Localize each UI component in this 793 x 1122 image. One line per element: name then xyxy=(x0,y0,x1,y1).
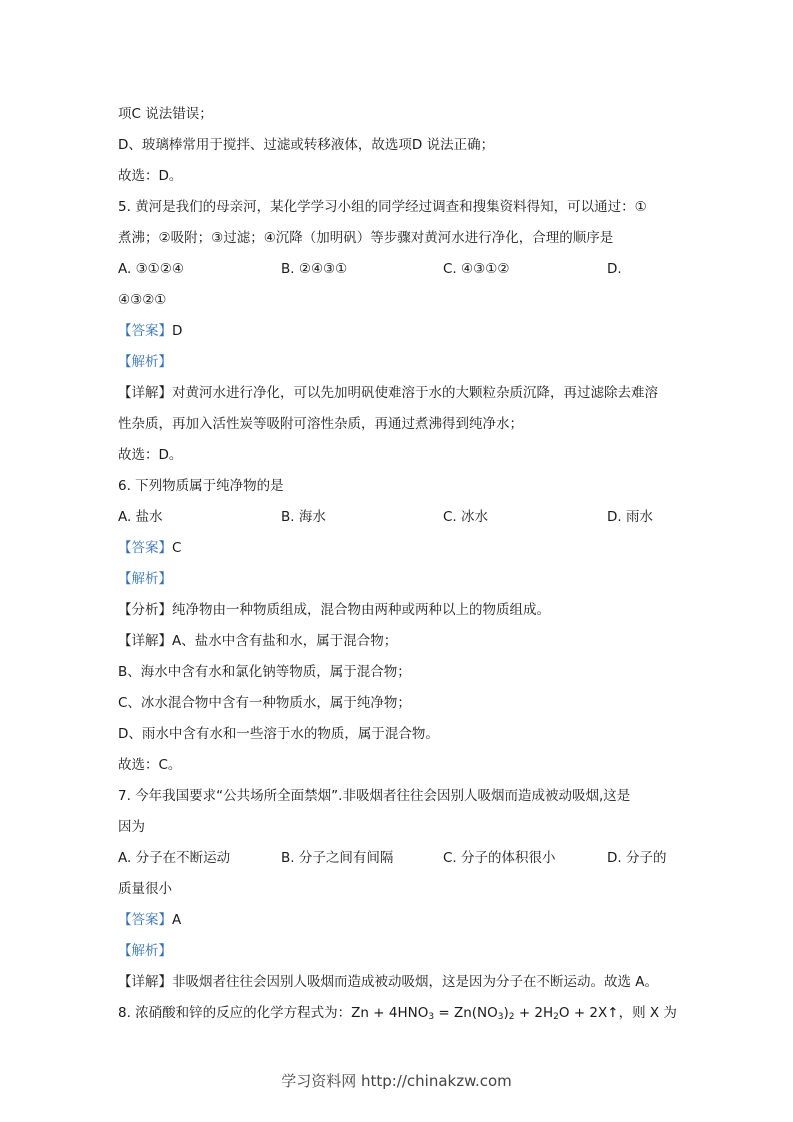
answer-line xyxy=(118,321,182,341)
question-5-option-d: D. xyxy=(607,261,622,277)
equation-part: 8. 浓硝酸和锌的反应的化学方程式为：Zn + 4HNO xyxy=(118,1005,429,1021)
question-7-option-d-content: 质量很小 xyxy=(118,881,172,897)
question-5-stem: 5. 黄河是我们的母亲河，某化学学习小组的同学经过调查和搜集资料得知，可以通过：① xyxy=(118,199,647,215)
detail-line: 性杂质，再加入活性炭等吸附可溶性杂质，再通过煮沸得到纯净水； xyxy=(118,416,523,432)
question-6-option-d: D. 雨水 xyxy=(607,509,653,525)
equation-subscript: 2 xyxy=(553,1012,559,1022)
question-7-option-c: C. 分子的体积很小 xyxy=(443,850,556,866)
detail-text: 对黄河水进行净化，可以先加明矾使难溶于水的大颗粒杂质沉降，再过滤除去难溶 xyxy=(172,385,658,401)
detail-line: D、雨水中含有水和一些溶于水的物质，属于混合物。 xyxy=(118,726,439,742)
equation-subscript: 3 xyxy=(497,1012,504,1022)
question-8-stem xyxy=(118,1003,677,1027)
answer-value: A xyxy=(172,912,182,928)
conclusion-line: 故选：D。 xyxy=(118,447,183,463)
detail-text: 非吸烟者往往会因别人吸烟而造成被动吸烟，这是因为分子在不断运动。故选 A。 xyxy=(172,974,659,990)
detail-text: A、盐水中含有盐和水，属于混合物； xyxy=(172,633,398,649)
detail-line: C、冰水混合物中含有一种物质水，属于纯净物； xyxy=(118,695,411,711)
analysis-line xyxy=(118,600,550,620)
detail-line xyxy=(118,972,658,992)
analysis-tag: 【解析】 xyxy=(118,943,172,959)
question-6-option-a: A. 盐水 xyxy=(118,509,163,525)
text-line: 故选：D。 xyxy=(118,168,183,184)
detail-tag: 【详解】 xyxy=(118,633,172,649)
answer-tag: 【答案】 xyxy=(118,912,172,928)
question-5-option-a: A. ③①②④ xyxy=(118,261,184,277)
page-footer-watermark: 学习资料网 http://chinakzw.com xyxy=(281,1072,512,1090)
detail-line xyxy=(118,631,397,651)
detail-tag: 【详解】 xyxy=(118,974,172,990)
answer-tag: 【答案】 xyxy=(118,540,172,556)
question-5-option-b: B. ②④③① xyxy=(281,261,348,277)
conclusion-line: 故选：C。 xyxy=(118,757,182,773)
question-5-option-c: C. ④③①② xyxy=(443,261,510,277)
answer-value: C xyxy=(172,540,182,556)
equation-part: ) xyxy=(503,1005,509,1021)
question-7-stem: 7. 今年我国要求“公共场所全面禁烟”.非吸烟者往往会因别人吸烟而造成被动吸烟,这是 xyxy=(118,788,631,804)
question-5-option-d-content: ④③②① xyxy=(118,292,167,308)
equation-subscript: 3 xyxy=(428,1012,435,1022)
text-line: 项C 说法错误； xyxy=(118,106,213,122)
detail-line: B、海水中含有水和氯化钠等物质，属于混合物； xyxy=(118,664,411,680)
analysis-tag: 【解析】 xyxy=(118,354,172,370)
answer-line xyxy=(118,910,181,930)
question-7-option-a: A. 分子在不断运动 xyxy=(118,850,231,866)
answer-line xyxy=(118,538,181,558)
question-6-option-c: C. 冰水 xyxy=(443,509,489,525)
equation-part: + 2H xyxy=(514,1005,554,1021)
text-line: D、玻璃棒常用于搅拌、过滤或转移液体，故选项D 说法正确； xyxy=(118,137,495,153)
equation-part: = Zn(NO xyxy=(434,1005,498,1021)
detail-line xyxy=(118,383,658,403)
analysis-sub-tag: 【分析】 xyxy=(118,602,172,618)
question-7-option-b: B. 分子之间有间隔 xyxy=(281,850,394,866)
equation-part: O + 2X↑，则 X 为 xyxy=(558,1005,677,1021)
question-7-stem: 因为 xyxy=(118,819,145,835)
detail-tag: 【详解】 xyxy=(118,385,172,401)
equation-subscript: 2 xyxy=(508,1012,515,1022)
answer-value: D xyxy=(172,323,183,339)
analysis-tag: 【解析】 xyxy=(118,571,172,587)
question-6-stem: 6. 下列物质属于纯净物的是 xyxy=(118,478,284,494)
question-5-stem: 煮沸；②吸附；③过滤；④沉降（加明矾）等步骤对黄河水进行净化，合理的顺序是 xyxy=(118,230,614,246)
analysis-text: 纯净物由一种物质组成，混合物由两种或两种以上的物质组成。 xyxy=(172,602,550,618)
question-7-option-d: D. 分子的 xyxy=(607,850,667,866)
question-6-option-b: B. 海水 xyxy=(281,509,326,525)
answer-tag: 【答案】 xyxy=(118,323,172,339)
